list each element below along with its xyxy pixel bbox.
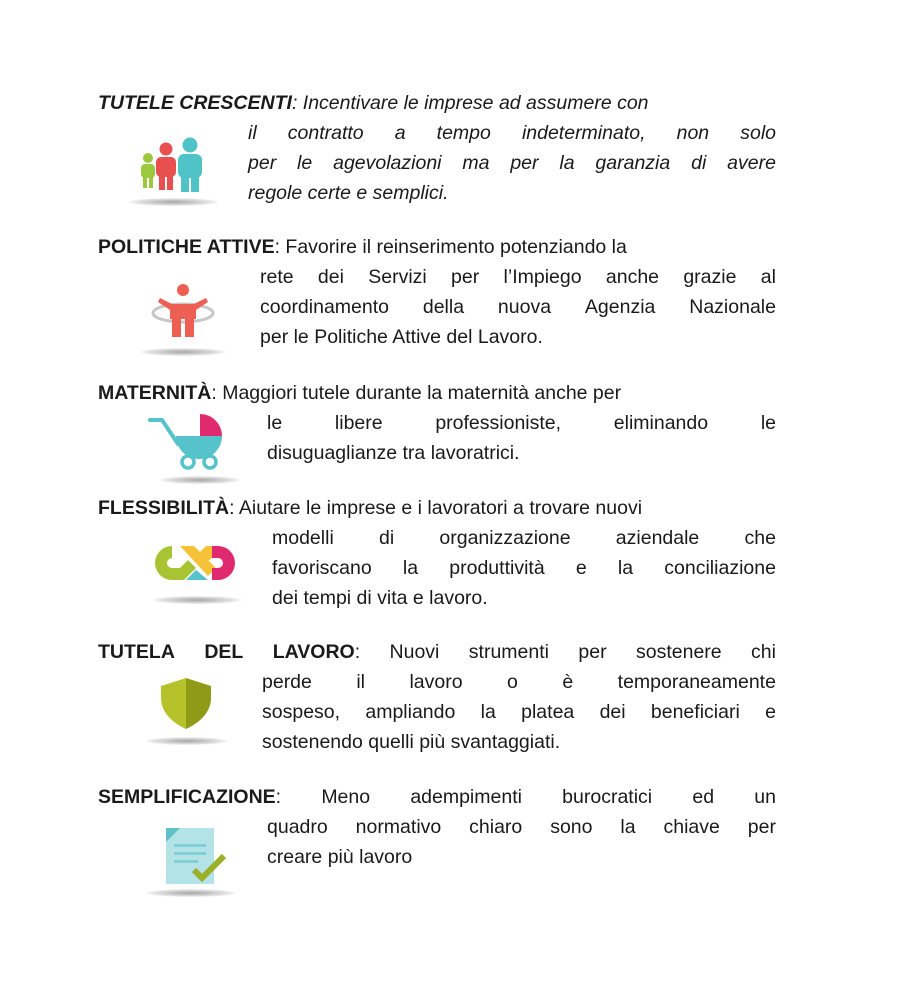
icon-shadow xyxy=(160,476,240,484)
icon-shadow xyxy=(146,889,236,897)
section-text-line: : Incentivare le imprese ad assumere con xyxy=(291,92,649,114)
section-text-line: sospeso, ampliando la platea dei beneficiari e xyxy=(262,701,776,723)
section-title: MATERNITÀ xyxy=(98,382,212,404)
section-first-line xyxy=(98,493,776,523)
section-tutela-del-lavoro xyxy=(98,637,776,753)
section-maternita xyxy=(98,378,776,464)
section-body xyxy=(262,667,776,757)
section-title: TUTELE CRESCENTI xyxy=(98,92,292,114)
section-body xyxy=(272,523,776,613)
section-text-line: creare più lavoro xyxy=(267,846,413,868)
section-tutele-crescenti xyxy=(98,88,776,204)
section-text-line: rete dei Servizi per l’Impiego anche grazie al xyxy=(260,266,776,288)
icon-shadow xyxy=(146,737,228,745)
section-politiche-attive xyxy=(98,232,776,348)
document-check-icon xyxy=(160,826,230,888)
section-first-line xyxy=(98,232,776,262)
section-text-line: le libere professioniste, eliminando le xyxy=(267,412,776,434)
family-icon xyxy=(135,136,210,194)
stroller-icon xyxy=(148,410,228,472)
section-text-line: regole certe e semplici. xyxy=(248,182,449,204)
section-flessibilita xyxy=(98,493,776,609)
section-text-line: : Aiutare le imprese e i lavoratori a trovare nuovi xyxy=(229,497,643,519)
section-text-line: il contratto a tempo indeterminato, non solo xyxy=(248,122,776,144)
section-text-line: favoriscano la produttività e la conciliazione xyxy=(272,557,776,579)
section-text-line: : Maggiori tutele durante la maternità anche per xyxy=(211,382,622,404)
section-text-line: per le agevolazioni ma per la garanzia di avere xyxy=(248,152,776,174)
shield-icon xyxy=(157,676,215,730)
section-text-line: : Favorire il reinserimento potenziando la xyxy=(274,236,627,258)
icon-shadow xyxy=(152,596,242,604)
section-body xyxy=(267,408,776,468)
section-text-line: per le Politiche Attive del Lavoro. xyxy=(260,326,543,348)
section-first-line xyxy=(98,88,776,118)
section-text-line: sostenendo quelli più svantaggiati. xyxy=(262,731,561,753)
section-text-line: dei tempi di vita e lavoro. xyxy=(272,587,488,609)
section-title: FLESSIBILITÀ xyxy=(98,497,230,519)
infinity-icon xyxy=(150,540,240,586)
icon-shadow xyxy=(128,198,218,206)
section-body xyxy=(260,262,776,352)
section-semplificazione xyxy=(98,782,776,868)
section-first-line: SEMPLIFICAZIONE: Meno adempimenti burocratici ed un xyxy=(98,786,776,808)
person-hoop-icon xyxy=(148,283,218,341)
section-first-line xyxy=(98,378,776,408)
section-title: POLITICHE ATTIVE xyxy=(98,236,275,258)
section-text-line: modelli di organizzazione aziendale che xyxy=(272,527,776,549)
icon-shadow xyxy=(140,348,226,356)
section-text-line: coordinamento della nuova Agenzia Nazionale xyxy=(260,296,776,318)
section-first-line: TUTELA DEL LAVORO: Nuovi strumenti per sostenere chi xyxy=(98,641,776,663)
section-text-line: perde il lavoro o è temporaneamente xyxy=(262,671,776,693)
section-body xyxy=(248,118,776,208)
section-text-line: quadro normativo chiaro sono la chiave per xyxy=(267,816,776,838)
section-text-line: disuguaglianze tra lavoratrici. xyxy=(267,442,520,464)
section-body xyxy=(267,812,776,872)
